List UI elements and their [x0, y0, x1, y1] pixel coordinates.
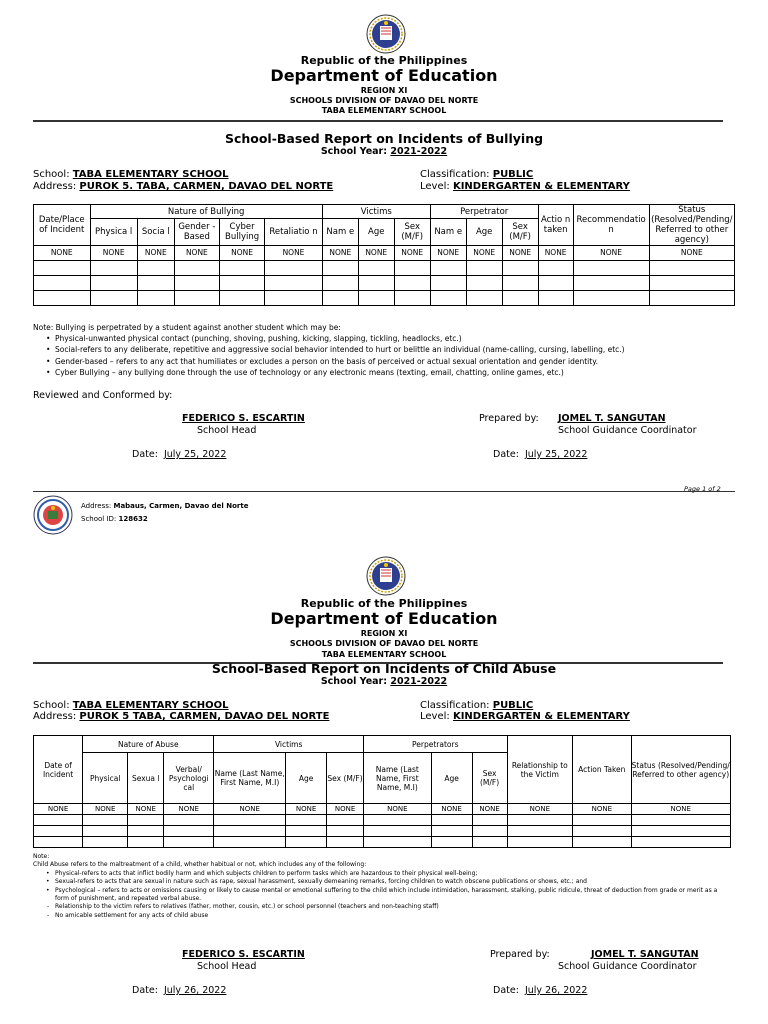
date-left: Date: July 26, 2022: [132, 985, 227, 996]
table-cell: NONE: [128, 804, 164, 815]
table-cell: NONE: [137, 246, 174, 261]
address-field: Address: PUROK 5. TABA, CARMEN, DAVAO DEL NORTE: [33, 181, 334, 192]
page-number: Page 1 of 2: [684, 485, 721, 493]
division-line: SCHOOLS DIVISION OF DAVAO DEL NORTE: [289, 639, 479, 648]
child-abuse-notes: [33, 853, 733, 920]
col-verbal: Verbal/ Psychologi cal: [164, 753, 214, 804]
republic-line: Republic of the Philippines: [300, 597, 468, 610]
col-nature: Nature of Bullying: [90, 205, 322, 219]
table-row-empty: [34, 837, 731, 848]
school-field: School: TABA ELEMENTARY SCHOOL: [33, 169, 229, 180]
col-relationship: Relationship to the Victim: [507, 736, 573, 804]
col-perpetrator: Perpetrator: [430, 205, 538, 219]
col-cyber: Cyber Bullying: [219, 219, 264, 246]
prepared-label: Prepared by:: [479, 413, 539, 424]
note-item: • Sexual-refers to acts that are sexual in nature such as rape, sexual harassment, sexually demeaning remarks, forcing children to watch obscene publications or shows, etc.; and: [33, 878, 733, 886]
table-cell: NONE: [573, 246, 649, 261]
date-right: Date: July 26, 2022: [493, 985, 588, 996]
col-perp-name: Name (Last Name, First Name, M.I): [364, 753, 432, 804]
col-physical: Physica l: [90, 219, 137, 246]
school-head-name: FEDERICO S. ESCARTIN: [182, 413, 305, 424]
coordinator-title: School Guidance Coordinator: [558, 425, 697, 436]
region-line: REGION XI: [360, 86, 408, 95]
col-retaliation: Retaliatio n: [265, 219, 323, 246]
reviewed-label: Reviewed and Conformed by:: [33, 390, 173, 401]
table-row-empty: [34, 276, 735, 291]
footer-school-id: School ID: 128632: [81, 515, 148, 523]
table-cell: NONE: [286, 804, 327, 815]
table-cell: NONE: [430, 246, 466, 261]
col-victim-name: Name (Last Name, First Name, M.I): [214, 753, 286, 804]
report-title: School-Based Report on Incidents of Child Abuse: [211, 661, 557, 676]
col-victim-sex: Sex (M/F): [327, 753, 364, 804]
school-year: School Year: 2021-2022: [320, 676, 448, 687]
col-social: Socia l: [137, 219, 174, 246]
col-action: Actio n taken: [538, 205, 573, 246]
classification-field: Classification: PUBLIC: [420, 700, 534, 711]
table-cell: NONE: [214, 804, 286, 815]
col-victim-sex: Sex (M/F): [394, 219, 430, 246]
region-line: REGION XI: [360, 629, 408, 638]
col-victims: Victims: [214, 736, 364, 753]
table-cell: NONE: [631, 804, 731, 815]
col-status: Status (Resolved/Pending/ Referred to other agency): [631, 736, 731, 804]
col-status: Status (Resolved/Pending/ Referred to other agency): [651, 205, 733, 245]
table-cell: NONE: [174, 246, 219, 261]
col-victim-age: Age: [286, 753, 327, 804]
bullying-notes: [33, 322, 733, 378]
table-cell: NONE: [34, 804, 83, 815]
department-title: Department of Education: [270, 66, 498, 85]
col-date: Date of Incident: [34, 736, 83, 804]
table-cell: NONE: [327, 804, 364, 815]
footer-divider: [33, 491, 735, 492]
table-cell: NONE: [364, 804, 432, 815]
table-cell: NONE: [431, 804, 472, 815]
school-head-name: FEDERICO S. ESCARTIN: [182, 949, 305, 960]
note-item: • Physical-unwanted physical contact (punching, shoving, pushing, kicking, slapping, tickling, headlocks, etc.): [33, 333, 733, 344]
col-perpetrators: Perpetrators: [364, 736, 508, 753]
school-year: School Year: 2021-2022: [320, 146, 448, 157]
note-dash-item: - Relationship to the victim refers to relatives (father, mother, cousin, etc.) or school personnel (teachers and non-teaching staff): [33, 903, 733, 911]
table-cell: NONE: [265, 246, 323, 261]
table-row-empty: [34, 261, 735, 276]
address-field: Address: PUROK 5 TABA, CARMEN, DAVAO DEL NORTE: [33, 711, 330, 722]
report-title: School-Based Report on Incidents of Bullying: [224, 131, 544, 146]
col-perp-age: Age: [466, 219, 502, 246]
republic-line: Republic of the Philippines: [300, 54, 468, 67]
footer-address: Address: Mabaus, Carmen, Davao del Norte: [81, 502, 249, 510]
note-item: • Physical-refers to acts that inflict bodily harm and which subjects children to perform tasks which are hazardous to their physical well-being;: [33, 870, 733, 878]
school-head-title: School Head: [197, 961, 257, 972]
note-item: • Social-refers to any deliberate, repetitive and aggressive social behavior intended to hurt or belittle an individual (name-calling, cursing, labelling, etc.): [33, 344, 733, 355]
note-dash-item: - No amicable settlement for any acts of child abuse: [33, 912, 733, 920]
table-cell: NONE: [573, 804, 631, 815]
bullying-table: [33, 204, 735, 306]
child-abuse-table: [33, 735, 731, 848]
table-cell: NONE: [34, 246, 91, 261]
school-head-title: School Head: [197, 425, 257, 436]
level-field: Level: KINDERGARTEN & ELEMENTARY: [420, 181, 630, 192]
prepared-label: Prepared by:: [490, 949, 550, 960]
col-recommendation: Recommendatio n: [573, 205, 649, 246]
department-title: Department of Education: [270, 609, 498, 628]
col-perp-sex: Sex (M/F): [472, 753, 507, 804]
school-logo-icon: [33, 495, 73, 535]
table-cell: NONE: [507, 804, 573, 815]
table-row-empty: [34, 815, 731, 826]
table-row-empty: [34, 826, 731, 837]
note-item: • Cyber Bullying – any bullying done through the use of technology or any electronic means (texting, email, chatting, online games, etc.): [33, 367, 733, 378]
note-intro: Child Abuse refers to the maltreatment of a child, whether habitual or not, which includes any of the following:: [33, 861, 367, 869]
table-cell: NONE: [90, 246, 137, 261]
table-cell: NONE: [358, 246, 394, 261]
table-cell: NONE: [649, 246, 734, 261]
coordinator-title: School Guidance Coordinator: [558, 961, 697, 972]
note-intro: Note: Bullying is perpetrated by a student against another student which may be:: [33, 323, 341, 332]
coordinator-name: JOMEL T. SANGUTAN: [558, 413, 666, 424]
col-physical: Physical: [83, 753, 128, 804]
table-cell: NONE: [538, 246, 573, 261]
table-cell: NONE: [394, 246, 430, 261]
note-item: • Psychological – refers to acts or omissions causing or likely to cause mental or emotional suffering to the child which include intimidation, harassment, stalking, public ridicule, threat of deduction from grade or merit as a form of punishment, and repeated verbal abuse.: [33, 887, 733, 904]
table-cell: NONE: [219, 246, 264, 261]
table-row: [34, 804, 731, 815]
table-row-empty: [34, 291, 735, 306]
header-divider: [33, 120, 723, 122]
level-field: Level: KINDERGARTEN & ELEMENTARY: [420, 711, 630, 722]
table-cell: NONE: [466, 246, 502, 261]
col-victims: Victims: [322, 205, 430, 219]
school-line: TABA ELEMENTARY SCHOOL: [321, 106, 447, 115]
col-victim-age: Age: [358, 219, 394, 246]
col-gender: Gender -Based: [174, 219, 219, 246]
division-line: SCHOOLS DIVISION OF DAVAO DEL NORTE: [289, 96, 479, 105]
table-row: [34, 246, 735, 261]
col-sexual: Sexua l: [128, 753, 164, 804]
col-perp-name: Nam e: [430, 219, 466, 246]
col-date-place: Date/Place of Incident: [34, 205, 91, 246]
note-item: • Gender-based – refers to any act that humiliates or excludes a person on the basis of perceived or actual sexual orientation and gender identity.: [33, 356, 733, 367]
date-left: Date: July 25, 2022: [132, 449, 227, 460]
note-label: Note:: [33, 853, 50, 860]
classification-field: Classification: PUBLIC: [420, 169, 534, 180]
coordinator-name: JOMEL T. SANGUTAN: [591, 949, 699, 960]
table-cell: NONE: [502, 246, 538, 261]
col-perp-age: Age: [431, 753, 472, 804]
col-nature: Nature of Abuse: [83, 736, 214, 753]
school-field: School: TABA ELEMENTARY SCHOOL: [33, 700, 229, 711]
table-cell: NONE: [472, 804, 507, 815]
table-cell: NONE: [164, 804, 214, 815]
school-line: TABA ELEMENTARY SCHOOL: [321, 650, 447, 659]
date-right: Date: July 25, 2022: [493, 449, 588, 460]
col-action: Action Taken: [573, 736, 631, 804]
col-victim-name: Nam e: [322, 219, 358, 246]
table-cell: NONE: [322, 246, 358, 261]
table-cell: NONE: [83, 804, 128, 815]
deped-seal-icon: [366, 14, 406, 54]
col-perp-sex: Sex (M/F): [502, 219, 538, 246]
deped-seal-icon: [366, 556, 406, 596]
